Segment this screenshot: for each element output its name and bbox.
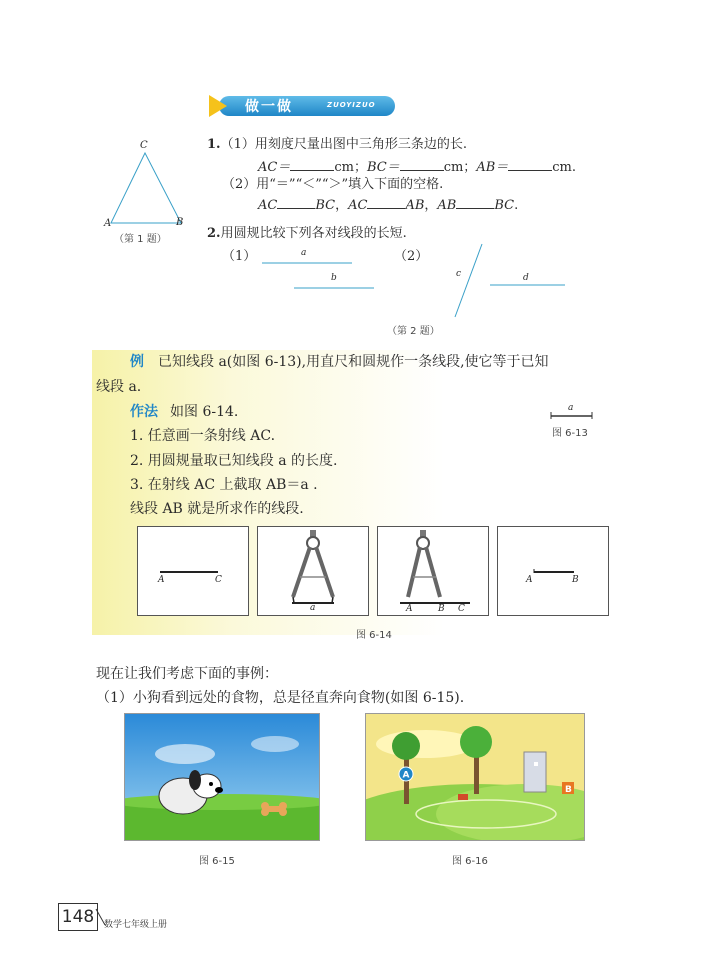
fig16-sign-b: B [565, 785, 572, 795]
example-text-1: 已知线段 a(如图 6-13),用直尺和圆规作一条线段,使它等于已知 [158, 354, 549, 370]
fig14-b3-c: C [458, 604, 465, 614]
q1-r-bc: BC [315, 198, 336, 213]
fig15-caption: 图 6-15 [199, 856, 235, 867]
fig16-sign-a: A [402, 770, 410, 781]
q1-r-ab: AB [405, 198, 425, 213]
method-label: 作法 [130, 404, 158, 420]
q2-label-d: d [523, 273, 529, 283]
q1-compare-blank-3[interactable] [456, 196, 494, 209]
fig13-segment [550, 412, 594, 420]
q1-part1 [207, 136, 467, 154]
banner-title: 做一做 [245, 99, 293, 115]
fig14-box-3 [377, 526, 489, 616]
q1-bc-blank[interactable] [400, 158, 444, 171]
banner-subtitle: ZUOYIZUO [327, 101, 376, 109]
q1-ab-label: AB＝ [476, 160, 509, 175]
fig14-b4-a: A [526, 575, 533, 585]
q1-r-ac: AC [258, 198, 278, 213]
q2-label-a: a [301, 248, 307, 258]
q2-label-b: b [331, 273, 337, 283]
q1-ac-blank[interactable] [290, 158, 334, 171]
example-line1 [130, 352, 620, 372]
q1-r-ac: AC [348, 198, 368, 213]
q1-unit: cm； [334, 160, 367, 175]
q2-part1-label: （1） [222, 249, 257, 264]
fig16-park-image [365, 713, 585, 841]
consider-line1: 现在让我们考虑下面的事例： [96, 666, 278, 682]
q1-bc-label: BC＝ [366, 160, 400, 175]
step-4: 线段 AB 就是所求作的线段. [130, 501, 304, 517]
fig14-b2-a: a [310, 603, 316, 613]
compass-icon [258, 527, 368, 615]
q1-ac-label: AC＝ [258, 160, 291, 175]
q1-part1-text: （1）用刻度尺量出图中三角形三条边的长. [220, 137, 467, 152]
q2-caption: （第 2 题） [387, 326, 440, 337]
q2-text: 用圆规比较下列各对线段的长短. [220, 226, 407, 241]
q1-ab-blank[interactable] [508, 158, 552, 171]
q1-comma: ， [335, 198, 349, 213]
fig13-caption: 图 6-13 [552, 428, 588, 439]
q1-compare-blank-1[interactable] [277, 196, 315, 209]
page-number: 148 [58, 903, 98, 931]
step-2: 2. 用圆规量取已知线段 a 的长度. [130, 453, 338, 469]
q2-number: 2. [207, 226, 221, 241]
q2-segments-figure [250, 240, 580, 320]
fig14-b3-b: B [438, 604, 445, 614]
triangle-label-a: A [104, 218, 112, 229]
step-1: 1. 任意画一条射线 AC. [130, 428, 276, 444]
q1-r-bc: BC [494, 198, 515, 213]
book-title: 数学七年级上册 [104, 920, 168, 930]
q1-compare-blank-2[interactable] [367, 196, 405, 209]
fig14-b3-a: A [406, 604, 413, 614]
method-row [130, 402, 238, 422]
fig13-label: a [568, 403, 574, 413]
fig16-caption: 图 6-16 [452, 856, 488, 867]
q1-period: . [514, 198, 519, 213]
triangle-label-c: C [140, 140, 148, 151]
section-banner [205, 95, 395, 117]
fig14-box-2 [257, 526, 369, 616]
compass-icon [378, 527, 488, 615]
fig15-dog-image [124, 713, 320, 841]
method-text: 如图 6-14. [170, 404, 239, 420]
triangle-caption: （第 1 题） [114, 234, 167, 245]
q1-comma: ， [424, 198, 438, 213]
fig14-b1-c: C [215, 575, 222, 585]
q2-part2-label: （2） [394, 249, 429, 264]
fig14-box-1 [137, 526, 249, 616]
fig14-b4-b: B [572, 575, 579, 585]
fig14-caption: 图 6-14 [356, 630, 392, 641]
q2-label-c: c [456, 269, 462, 279]
step-3: 3. 在射线 AC 上截取 AB＝a . [130, 477, 318, 493]
fig14-b1-a: A [158, 575, 165, 585]
consider-line2: （1）小狗看到远处的食物，总是径直奔向食物(如图 6-15). [96, 690, 465, 706]
q1-unit-end: cm. [552, 160, 577, 175]
q1-compare-row [258, 196, 518, 215]
q1-unit: cm； [443, 160, 477, 175]
play-triangle-icon [209, 95, 227, 117]
triangle-label-b: B [176, 217, 184, 228]
example-line2: 线段 a. [96, 379, 142, 395]
example-label: 例 [130, 354, 144, 370]
q1-measure-row [258, 158, 576, 177]
q1-r-ab: AB [437, 198, 457, 213]
fig14-box-4 [497, 526, 609, 616]
q1-part2: （2）用“＝”“＜”“＞”填入下面的空格. [222, 177, 444, 192]
q1-number: 1. [207, 137, 221, 152]
